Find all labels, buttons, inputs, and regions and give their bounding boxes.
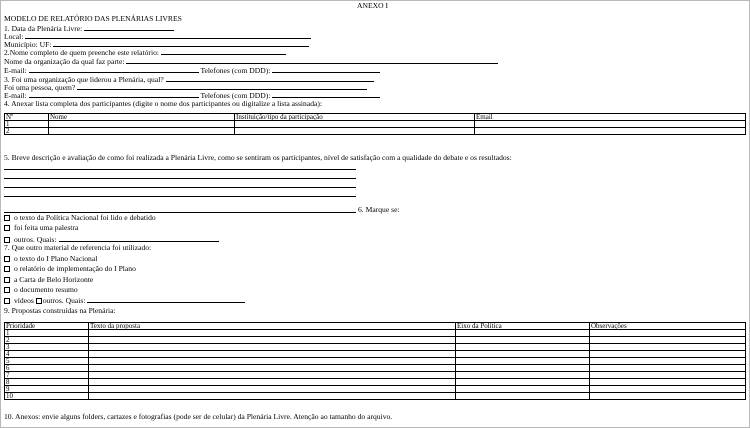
row-number: 6 xyxy=(5,365,89,372)
telefones-label: Telefones (com DDD): xyxy=(200,66,271,75)
local-field[interactable] xyxy=(25,32,311,39)
q6-option xyxy=(4,224,78,232)
option-label: o relatório de implementação do I Plano xyxy=(14,264,136,273)
uf-label: UF: xyxy=(39,40,52,49)
table-cell[interactable] xyxy=(89,330,456,337)
email-field-2[interactable] xyxy=(29,91,199,98)
table-cell[interactable] xyxy=(89,344,456,351)
q4-label: 4. Anexar lista completa dos participantes (digite o nome dos participantes ou digitalize a lista assinada): xyxy=(4,99,323,108)
date-field[interactable] xyxy=(84,24,174,31)
proposals-header-row xyxy=(5,323,746,330)
option-label: a Carta de Belo Horizonte xyxy=(14,275,94,284)
col-instituicao: Instituição/tipo da participação xyxy=(235,114,475,121)
table-row xyxy=(5,337,746,344)
email-row-1 xyxy=(4,66,380,75)
col-prioridade: Prioridade xyxy=(5,323,89,330)
row-number: 8 xyxy=(5,379,89,386)
checkbox[interactable] xyxy=(4,215,10,221)
table-row xyxy=(5,358,746,365)
option-label: outros. Quais: xyxy=(14,235,57,244)
row-number: 4 xyxy=(5,351,89,358)
row-number: 5 xyxy=(5,358,89,365)
other-field[interactable] xyxy=(87,296,245,303)
table-row xyxy=(5,128,746,135)
telefones-label: Telefones (com DDD): xyxy=(200,91,271,100)
email-label: E-mail: xyxy=(4,66,27,75)
col-observacoes: Observações xyxy=(590,323,746,330)
option-label: o texto da Política Nacional foi lido e debatido xyxy=(14,213,156,222)
option-label: foi feita uma palestra xyxy=(14,223,79,232)
table-row xyxy=(5,386,746,393)
table-cell[interactable] xyxy=(89,358,456,365)
col-eixo: Eixo da Política xyxy=(456,323,590,330)
table-cell[interactable] xyxy=(456,372,590,379)
table-row xyxy=(5,379,746,386)
q9-label: 9. Propostas construídas na Plenária: xyxy=(4,306,116,315)
table-cell[interactable] xyxy=(456,358,590,365)
table-cell[interactable] xyxy=(89,372,456,379)
table-row xyxy=(5,365,746,372)
q1-label: 1. Data da Plenária Livre: xyxy=(4,24,83,33)
row-number: 3 xyxy=(5,344,89,351)
proposals-table xyxy=(4,322,746,400)
col-email: Email xyxy=(475,114,746,121)
phone-field-2[interactable] xyxy=(272,91,380,98)
pessoa-label: Foi uma pessoa, quem? xyxy=(4,83,76,92)
table-cell[interactable] xyxy=(590,330,746,337)
table-cell[interactable] xyxy=(590,337,746,344)
description-line[interactable] xyxy=(4,178,356,179)
table-cell[interactable] xyxy=(456,351,590,358)
email-field-1[interactable] xyxy=(29,66,199,73)
row-number: 7 xyxy=(5,372,89,379)
table-cell[interactable] xyxy=(456,393,590,400)
table-cell[interactable] xyxy=(89,365,456,372)
table-cell[interactable] xyxy=(89,351,456,358)
municipio-field[interactable] xyxy=(53,40,309,47)
other-field[interactable] xyxy=(59,235,219,242)
table-cell[interactable] xyxy=(456,344,590,351)
table-cell[interactable] xyxy=(89,379,456,386)
row-number: 2 xyxy=(5,337,89,344)
table-cell[interactable] xyxy=(590,358,746,365)
option-label: vídeos xyxy=(14,296,34,305)
checkbox[interactable] xyxy=(4,298,10,304)
table-cell[interactable] xyxy=(590,351,746,358)
q7-option xyxy=(4,255,97,263)
org-field[interactable] xyxy=(126,57,498,64)
description-line[interactable] xyxy=(4,169,356,170)
q6-option xyxy=(4,214,156,222)
q2-row xyxy=(4,48,286,57)
table-cell[interactable] xyxy=(456,330,590,337)
table-cell[interactable] xyxy=(475,128,746,135)
checkbox[interactable] xyxy=(4,287,10,293)
table-cell[interactable] xyxy=(456,365,590,372)
checkbox[interactable] xyxy=(4,225,10,231)
col-texto: Texto da proposta xyxy=(89,323,456,330)
table-cell[interactable] xyxy=(456,379,590,386)
row-number: 2 xyxy=(5,128,49,135)
municipio-label: Município: xyxy=(4,40,38,49)
description-line[interactable] xyxy=(4,196,356,197)
q5-label: 5. Breve descrição e avaliação de como foi realizada a Plenária Livre, como se sentiram os participantes, nível de satisfação com a qualidade do debate e os resultados: xyxy=(4,153,512,162)
table-row xyxy=(5,330,746,337)
q7-option xyxy=(4,296,245,305)
table-cell[interactable] xyxy=(456,337,590,344)
table-cell[interactable] xyxy=(235,128,475,135)
checkbox[interactable] xyxy=(4,266,10,272)
table-cell[interactable] xyxy=(89,393,456,400)
table-row xyxy=(5,344,746,351)
participants-table xyxy=(4,113,746,135)
table-row xyxy=(5,121,746,128)
org-label: Nome da organização da qual faz parte: xyxy=(4,57,125,66)
annex-label: ANEXO I xyxy=(357,1,389,10)
checkbox[interactable] xyxy=(4,277,10,283)
phone-field-1[interactable] xyxy=(272,66,380,73)
table-cell[interactable] xyxy=(89,386,456,393)
email-label: E-mail: xyxy=(4,91,27,100)
description-line[interactable] xyxy=(4,187,356,188)
q3-label: 3. Foi uma organização que liderou a Plenária, qual? xyxy=(4,75,164,84)
col-nome: Nome xyxy=(49,114,235,121)
table-row xyxy=(5,393,746,400)
q6-label: 6. Marque se: xyxy=(358,205,400,214)
row-number: 1 xyxy=(5,330,89,337)
table-cell[interactable] xyxy=(49,128,235,135)
lead-person-field[interactable] xyxy=(77,83,367,90)
table-row xyxy=(5,372,746,379)
option-label: o documento resumo xyxy=(14,285,78,294)
table-cell[interactable] xyxy=(89,337,456,344)
table-cell[interactable] xyxy=(235,121,475,128)
row-number: 10 xyxy=(5,393,89,400)
org-row xyxy=(4,57,498,66)
table-cell[interactable] xyxy=(590,393,746,400)
option-label: outros. Quais: xyxy=(42,296,86,305)
form-title: MODELO DE RELATÓRIO DAS PLENÁRIAS LIVRES xyxy=(4,14,182,23)
checkbox[interactable] xyxy=(36,298,42,304)
table-cell[interactable] xyxy=(456,386,590,393)
table-cell[interactable] xyxy=(590,372,746,379)
participants-header-row xyxy=(5,114,746,121)
table-row xyxy=(5,351,746,358)
lead-org-field[interactable] xyxy=(166,75,374,82)
checkbox[interactable] xyxy=(4,256,10,262)
table-cell[interactable] xyxy=(590,386,746,393)
name-field[interactable] xyxy=(161,48,286,55)
q7-option xyxy=(4,286,78,294)
table-cell[interactable] xyxy=(590,365,746,372)
table-cell[interactable] xyxy=(590,344,746,351)
q7-option xyxy=(4,265,136,273)
table-cell[interactable] xyxy=(475,121,746,128)
option-label: o texto do I Plano Nacional xyxy=(14,254,98,263)
local-label: Local: xyxy=(4,32,24,41)
row-number: 1 xyxy=(5,121,49,128)
row-number: 9 xyxy=(5,386,89,393)
q7-option xyxy=(4,276,93,284)
table-cell[interactable] xyxy=(590,379,746,386)
q2-label: 2.Nome completo de quem preenche este relatório: xyxy=(4,48,159,57)
q10-label: 10. Anexos: envie alguns folders, cartazes e fotografias (pode ser de celular) da Plenária Livre. Atenção ao tamanho do arquivo. xyxy=(4,412,393,421)
q7-label: 7. Que outro material de referencia foi utilizado: xyxy=(4,243,152,252)
col-numero: Nº xyxy=(5,114,49,121)
table-cell[interactable] xyxy=(49,121,235,128)
